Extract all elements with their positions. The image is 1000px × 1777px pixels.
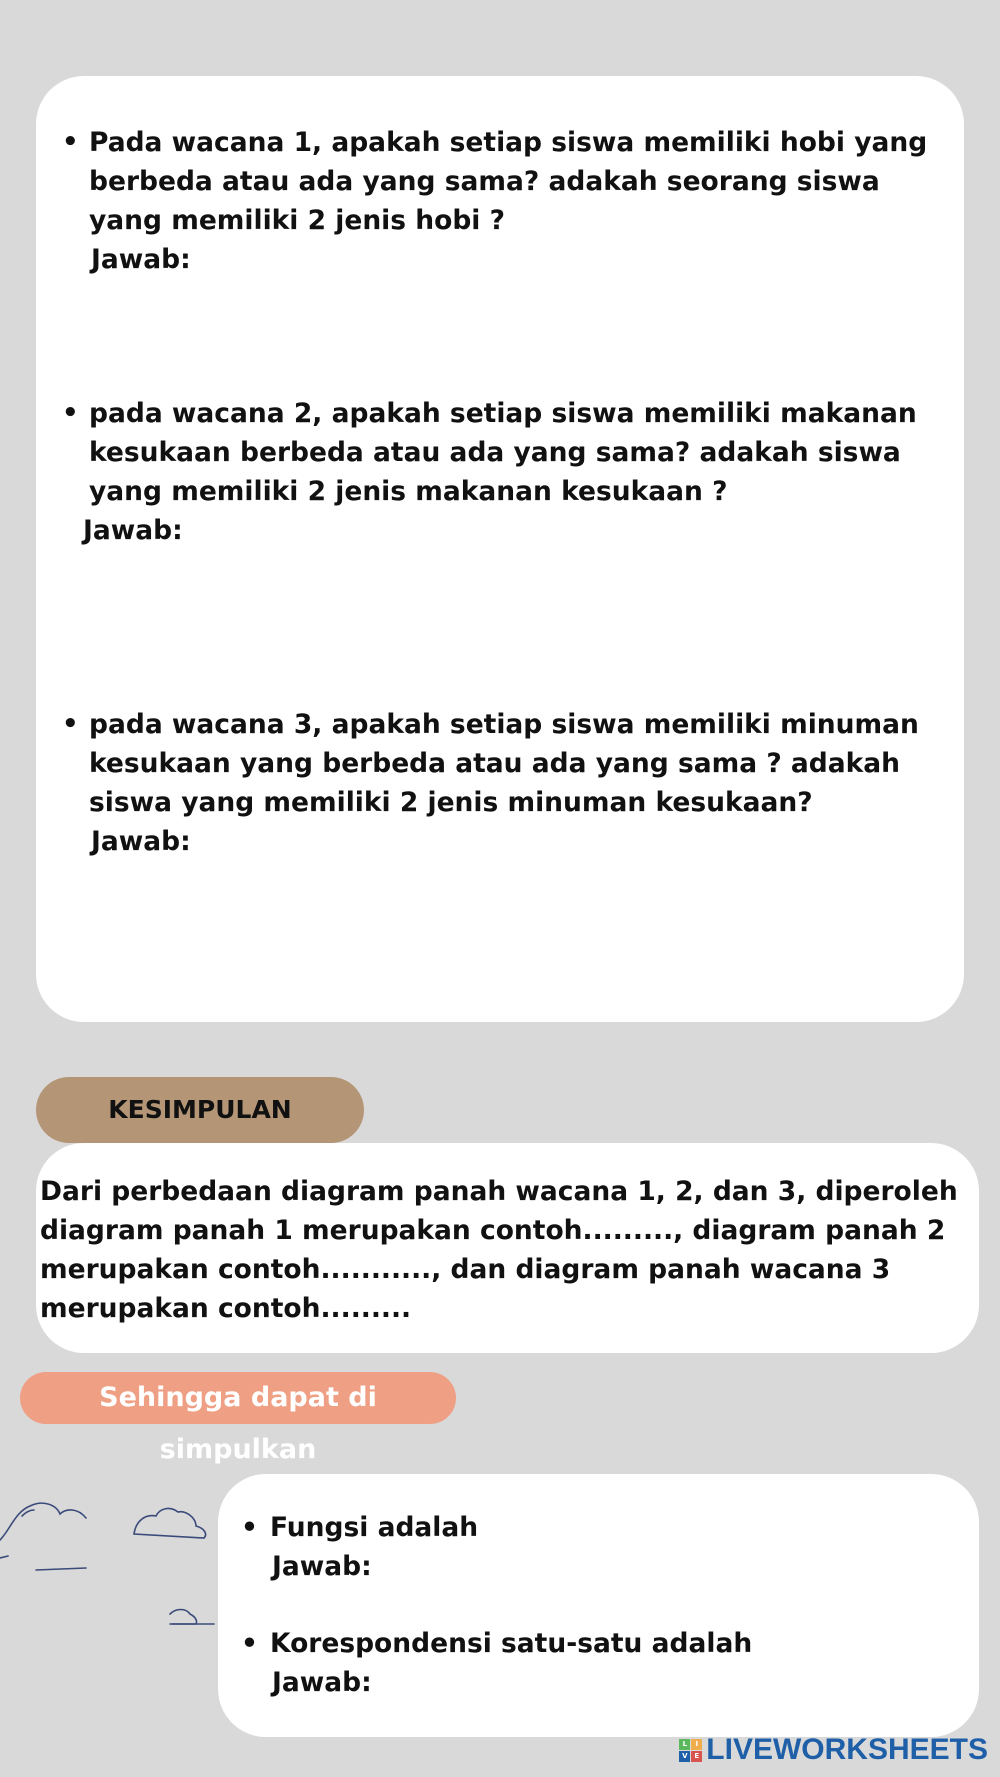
liveworksheets-text: LIVEWORKSHEETS: [706, 1733, 988, 1766]
question-3-text: pada wacana 3, apakah setiap siswa memiliki minuman kesukaan yang berbeda atau ada yang sama ? adakah siswa yang memiliki 2 jenis minuman kesukaan?: [89, 709, 919, 818]
bullet-icon: •: [241, 1628, 258, 1659]
definition-fungsi-answer-label: Jawab:: [272, 1551, 372, 1582]
definition-fungsi-text: Fungsi adalah: [270, 1512, 479, 1543]
definition-korespondensi: [238, 1624, 958, 1702]
bullet-icon: •: [62, 709, 79, 739]
question-1: [52, 123, 952, 279]
bullet-icon: •: [241, 1512, 258, 1543]
question-2-answer-label: Jawab:: [83, 515, 183, 546]
question-3-answer-label: Jawab:: [91, 826, 191, 857]
bullet-icon: •: [62, 398, 79, 428]
question-2-text: pada wacana 2, apakah setiap siswa memiliki makanan kesukaan berbeda atau ada yang sama? adakah siswa yang memiliki 2 jenis makanan kesukaan ?: [89, 398, 917, 507]
kesimpulan-heading: KESIMPULAN: [36, 1077, 364, 1143]
definition-korespondensi-answer-label: Jawab:: [272, 1667, 372, 1698]
liveworksheets-watermark[interactable]: [679, 1735, 988, 1765]
sehingga-heading: Sehingga dapat di simpulkan: [20, 1372, 456, 1424]
definition-korespondensi-text: Korespondensi satu-satu adalah: [270, 1628, 753, 1659]
question-3: [52, 705, 952, 861]
cloud-doodle-icon: [0, 1490, 220, 1650]
question-1-text: Pada wacana 1, apakah setiap siswa memiliki hobi yang berbeda atau ada yang sama? adakah seorang siswa yang memiliki 2 jenis hobi ?: [89, 127, 928, 236]
conclusion-text: Dari perbedaan diagram panah wacana 1, 2, dan 3, diperoleh diagram panah 1 merupakan contoh........., diagram panah 2 merupakan contoh..........., dan diagram panah wacana 3 merupakan contoh.........: [40, 1176, 958, 1324]
liveworksheets-logo-icon: L I V E: [679, 1739, 702, 1762]
question-2: [52, 394, 952, 550]
bullet-icon: •: [62, 127, 79, 157]
definition-fungsi: [238, 1508, 958, 1586]
question-1-answer-label: Jawab:: [91, 244, 191, 275]
